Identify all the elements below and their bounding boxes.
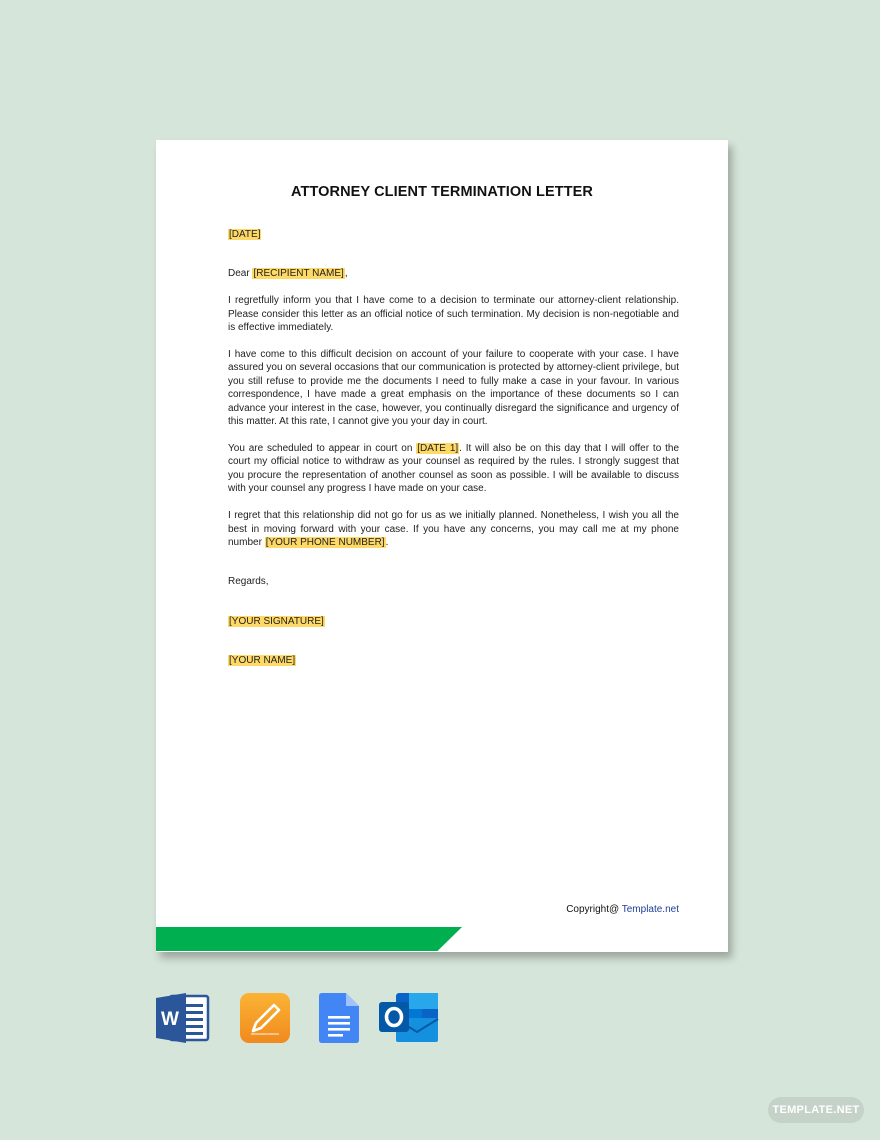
paragraph-2: I have come to this difficult decision on account of your failure to cooperate with your case. I have assured you on several occasions that our communication is protected by attorney-client privilege, but you still refuse to provide me the documents I need to fully make a case in your favour. In various correspondence, I have made a great emphasis on the importance of these documents so I can advance your interest in the case, however, you continually disregard the significance and urgency of this matter. At this rate, I cannot give you your day in court. [228,349,679,428]
signature-placeholder: [YOUR SIGNATURE] [229,615,324,627]
google-docs-icon[interactable] [317,992,369,1044]
paragraph-3-after: . It will also be on this day that I will offer to the court my official notice to withdraw as your counsel as required by the rules. I strongly suggest that you procure the representation of another counsel as soon as possible. I will be available to discuss with your counsel any progress I have made on your case. [228,442,679,495]
paragraph-4-after: . [385,536,389,548]
salutation [228,267,679,280]
date-placeholder: [DATE] [229,229,261,240]
copyright-prefix: Copyright@ [566,904,622,915]
copyright-link[interactable]: Template.net [621,904,679,915]
template-net-badge[interactable]: TEMPLATE.NET [768,1097,864,1123]
salutation-suffix: , [344,268,348,280]
paragraph-4-before: I regret that this relationship did not go for us as we initially planned. Nonetheless, I wish you all the best in moving forward with your case. If you have any concerns, you may call me at my phone number [228,510,679,548]
closing: Regards, [228,576,269,588]
outlook-icon[interactable] [378,992,440,1044]
pages-icon[interactable] [239,992,291,1044]
name-placeholder: [YOUR NAME] [229,655,296,667]
footer-accent-bar [156,927,462,951]
word-icon[interactable] [156,992,208,1044]
recipient-placeholder: [RECIPIENT NAME] [253,268,344,280]
document-title: ATTORNEY CLIENT TERMINATION LETTER [291,184,593,200]
letter-page [156,140,728,952]
phone-placeholder: [YOUR PHONE NUMBER] [265,536,385,548]
paragraph-3 [228,442,679,496]
paragraph-1: I regretfully inform you that I have come to a decision to terminate our attorney-client relationship. Please consider this letter as an official notice of such termination. My decision is non-negotiable and is effective immediately. [228,295,679,334]
paragraph-3-before: You are scheduled to appear in court on [228,442,417,454]
paragraph-4 [228,509,679,549]
letter-body [228,228,679,668]
svg-text:W: W [161,1009,179,1030]
copyright-line [566,904,679,915]
salutation-prefix: Dear [228,268,253,280]
court-date-placeholder: [DATE 1] [417,442,459,454]
